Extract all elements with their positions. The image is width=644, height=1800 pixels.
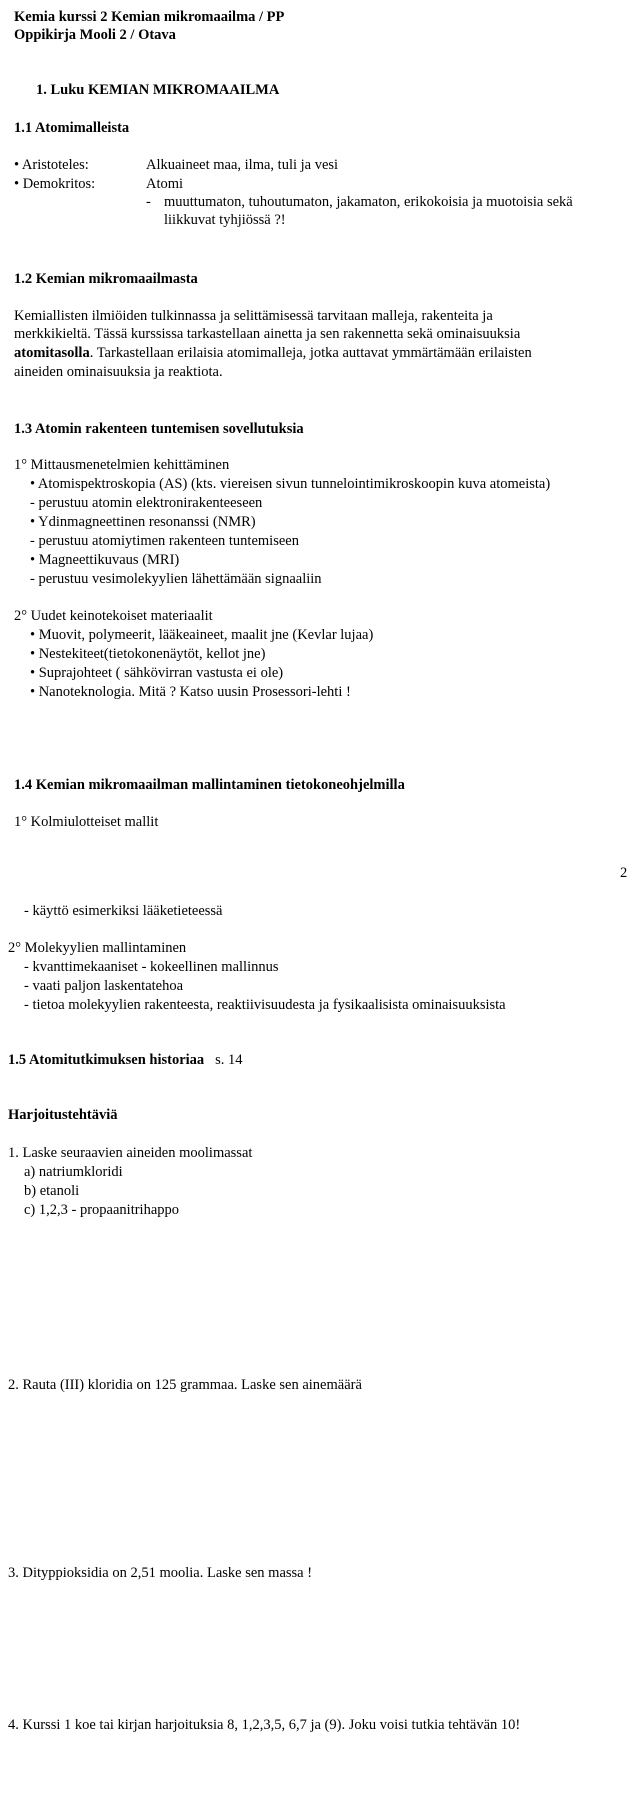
atomitasolla-term: atomitasolla [14, 345, 90, 361]
molecular-modelling-line-3: - tietoa molekyylien rakenteesta, reaktiivisuudesta ja fysikaalisista ominaisuuksista [24, 997, 506, 1013]
measurement-line-6: - perustuu vesimolekyylien lähettämään signaaliin [30, 571, 322, 587]
exercise-3: 3. Dityppioksidia on 2,51 moolia. Laske sen massa ! [8, 1565, 313, 1581]
section-1-1-heading: 1.1 Atomimalleista [14, 120, 130, 136]
materials-line-4: • Nanoteknologia. Mitä ? Katso uusin Prosessori-lehti ! [30, 684, 351, 700]
demokritos-note-dash: - [146, 194, 151, 210]
materials-line-3: • Suprajohteet ( sähkövirran vastusta ei ole) [30, 665, 284, 681]
section-1-2-heading: 1.2 Kemian mikromaailmasta [14, 271, 198, 287]
aristoteles-value: Alkuaineet maa, ilma, tuli ja vesi [146, 157, 339, 173]
exercises-title: Harjoitustehtäviä [8, 1107, 118, 1123]
section-1-2-line-1: Kemiallisten ilmiöiden tulkinnassa ja selittämisessä tarvitaan malleja, rakenteita ja [14, 308, 493, 324]
molecular-modelling-line-1: - kvanttimekaaniset - kokeellinen mallinnus [24, 959, 279, 975]
aristoteles-row [14, 156, 338, 175]
document-header-line-1: Kemia kurssi 2 Kemian mikromaailma / PP [14, 9, 285, 25]
molecular-modelling-line-2: - vaati paljon laskentatehoa [24, 978, 184, 994]
exercise-1-b: b) etanoli [24, 1183, 80, 1199]
section-1-5-page-ref: s. 14 [215, 1052, 243, 1068]
exercise-2: 2. Rauta (III) kloridia on 125 grammaa. Laske sen ainemäärä [8, 1377, 362, 1393]
measurement-line-2: - perustuu atomin elektronirakenteeseen [30, 495, 263, 511]
measurement-line-1: • Atomispektroskopia (AS) (kts. viereisen sivun tunnelointimikroskoopin kuva atomeista) [30, 476, 551, 492]
page-number: 2 [620, 865, 628, 881]
section-1-3-heading: 1.3 Atomin rakenteen tuntemisen sovellutuksia [14, 421, 304, 437]
exercise-4: 4. Kurssi 1 koe tai kirjan harjoituksia 8, 1,2,3,5, 6,7 ja (9). Joku voisi tutkia tehtävän 10! [8, 1717, 521, 1733]
demokritos-note-line-2: liikkuvat tyhjiössä ?! [164, 212, 286, 228]
exercise-1: 1. Laske seuraavien aineiden moolimassat [8, 1145, 253, 1161]
measurement-line-3: • Ydinmagneettinen resonanssi (NMR) [30, 514, 256, 530]
section-1-4-heading: 1.4 Kemian mikromaailman mallintaminen tietokoneohjelmilla [14, 777, 405, 793]
section-1-5-heading: 1.5 Atomitutkimuksen historiaa [8, 1052, 205, 1068]
measurement-methods-title: 1° Mittausmenetelmien kehittäminen [14, 457, 230, 473]
demokritos-value: Atomi [146, 176, 184, 192]
section-1-2-line-3-rest: . Tarkastellaan erilaisia atomimalleja, jotka auttavat ymmärtämään erilaisten [89, 345, 532, 361]
aristoteles-label: • Aristoteles: [14, 157, 89, 173]
measurement-line-4: - perustuu atomiytimen rakenteen tuntemiseen [30, 533, 299, 549]
molecular-modelling-item: 2° Molekyylien mallintaminen [8, 940, 187, 956]
chapter-title: 1. Luku KEMIAN MIKROMAAILMA [36, 82, 280, 98]
document-header-line-2: Oppikirja Mooli 2 / Otava [14, 27, 176, 43]
three-d-models-item: 1° Kolmiulotteiset mallit [14, 814, 159, 830]
materials-line-2: • Nestekiteet(tietokonenäytöt, kellot jne) [30, 646, 266, 662]
three-d-models-use: - käyttö esimerkiksi lääketieteessä [24, 903, 223, 919]
exercise-1-c: c) 1,2,3 - propaanitrihappo [24, 1202, 180, 1218]
section-1-2-line-3 [14, 344, 532, 363]
section-1-5-row [8, 1051, 242, 1070]
section-1-2-line-2: merkkikieltä. Tässä kurssissa tarkastellaan ainetta ja sen rakennetta sekä ominaisuuksia [14, 326, 521, 342]
demokritos-label: • Demokritos: [14, 176, 96, 192]
section-1-2-line-4: aineiden ominaisuuksia ja reaktiota. [14, 364, 223, 380]
measurement-line-5: • Magneettikuvaus (MRI) [30, 552, 180, 568]
materials-line-1: • Muovit, polymeerit, lääkeaineet, maalit jne (Kevlar lujaa) [30, 627, 374, 643]
exercise-1-a: a) natriumkloridi [24, 1164, 123, 1180]
demokritos-note-line-1: muuttumaton, tuhoutumaton, jakamaton, erikokoisia ja muotoisia sekä [164, 194, 573, 210]
new-materials-title: 2° Uudet keinotekoiset materiaalit [14, 608, 213, 624]
demokritos-row [14, 175, 183, 194]
